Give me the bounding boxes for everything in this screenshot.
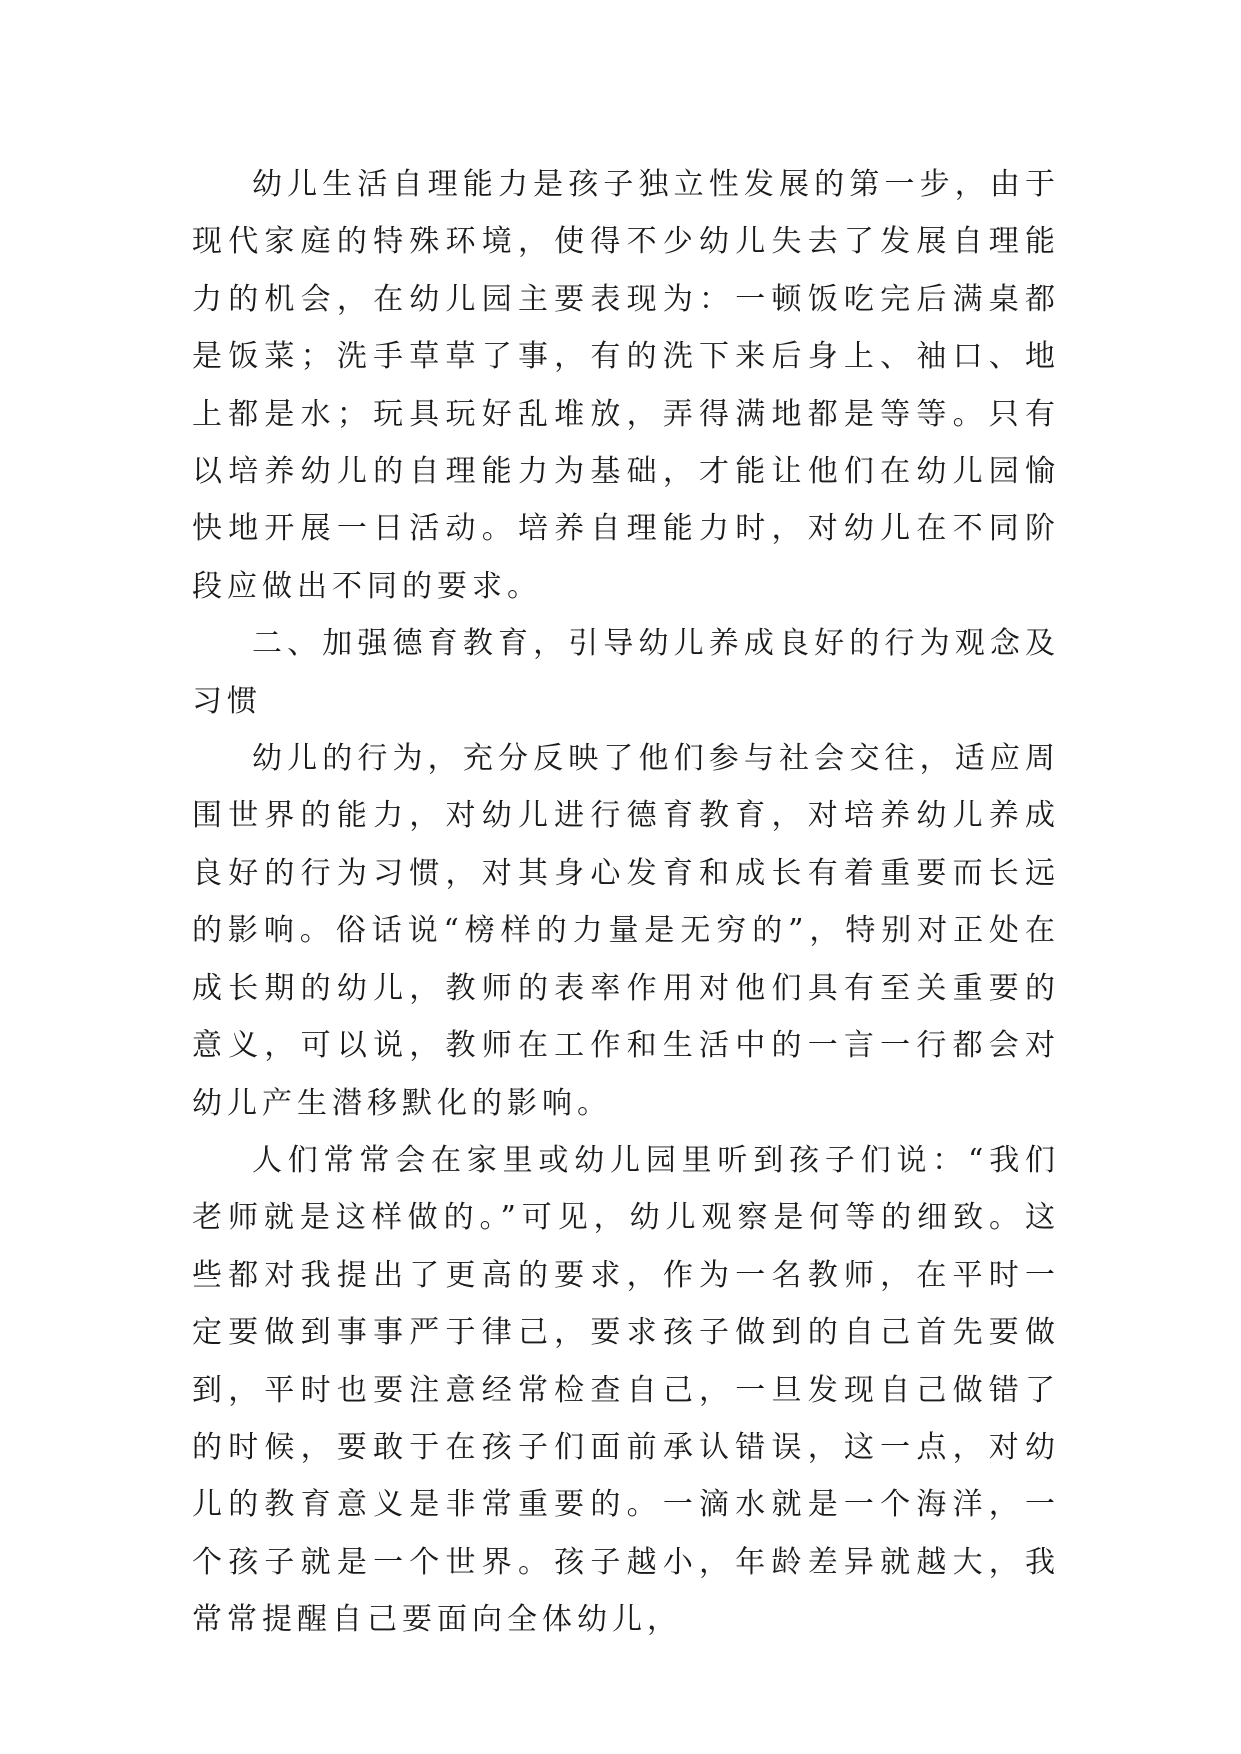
- paragraph-child-behavior: 幼儿的行为，充分反映了他们参与社会交往，适应周围世界的能力，对幼儿进行德育教育，对培养幼儿养成良好的行为习惯，对其身心发育和成长有着重要而长远的影响。俗话说“榜样的力量是无穷的”，特别对正处在成长期的幼儿，教师的表率作用对他们具有至关重要的意义，可以说，教师在工作和生活中的一言一行都会对幼儿产生潜移默化的影响。: [192, 741, 1060, 1121]
- paragraph-teacher-example: 人们常常会在家里或幼儿园里听到孩子们说：“我们老师就是这样做的。”可见，幼儿观察是何等的细致。这些都对我提出了更高的要求，作为一名教师，在平时一定要做到事事严于律己，要求孩子做到的自己首先要做到，平时也要注意经常检查自己，一旦发现自己做错了的时候，要敢于在孩子们面前承认错误，这一点，对幼儿的教育意义是非常重要的。一滴水就是一个海洋，一个孩子就是一个世界。孩子越小，年龄差异就越大，我常常提醒自己要面向全体幼儿，: [192, 1142, 1060, 1638]
- section-heading-moral-education: 二、加强德育教育，引导幼儿养成良好的行为观念及习惯: [192, 626, 1060, 719]
- document-body: [192, 156, 1060, 1649]
- paragraph-self-care: 幼儿生活自理能力是孩子独立性发展的第一步，由于现代家庭的特殊环境，使得不少幼儿失去了发展自理能力的机会，在幼儿园主要表现为：一顿饭吃完后满桌都是饭菜；洗手草草了事，有的洗下来后身上、袖口、地上都是水；玩具玩好乱堆放，弄得满地都是等等。只有以培养幼儿的自理能力为基础，才能让他们在幼儿园愉快地开展一日活动。培养自理能力时，对幼儿在不同阶段应做出不同的要求。: [192, 167, 1060, 604]
